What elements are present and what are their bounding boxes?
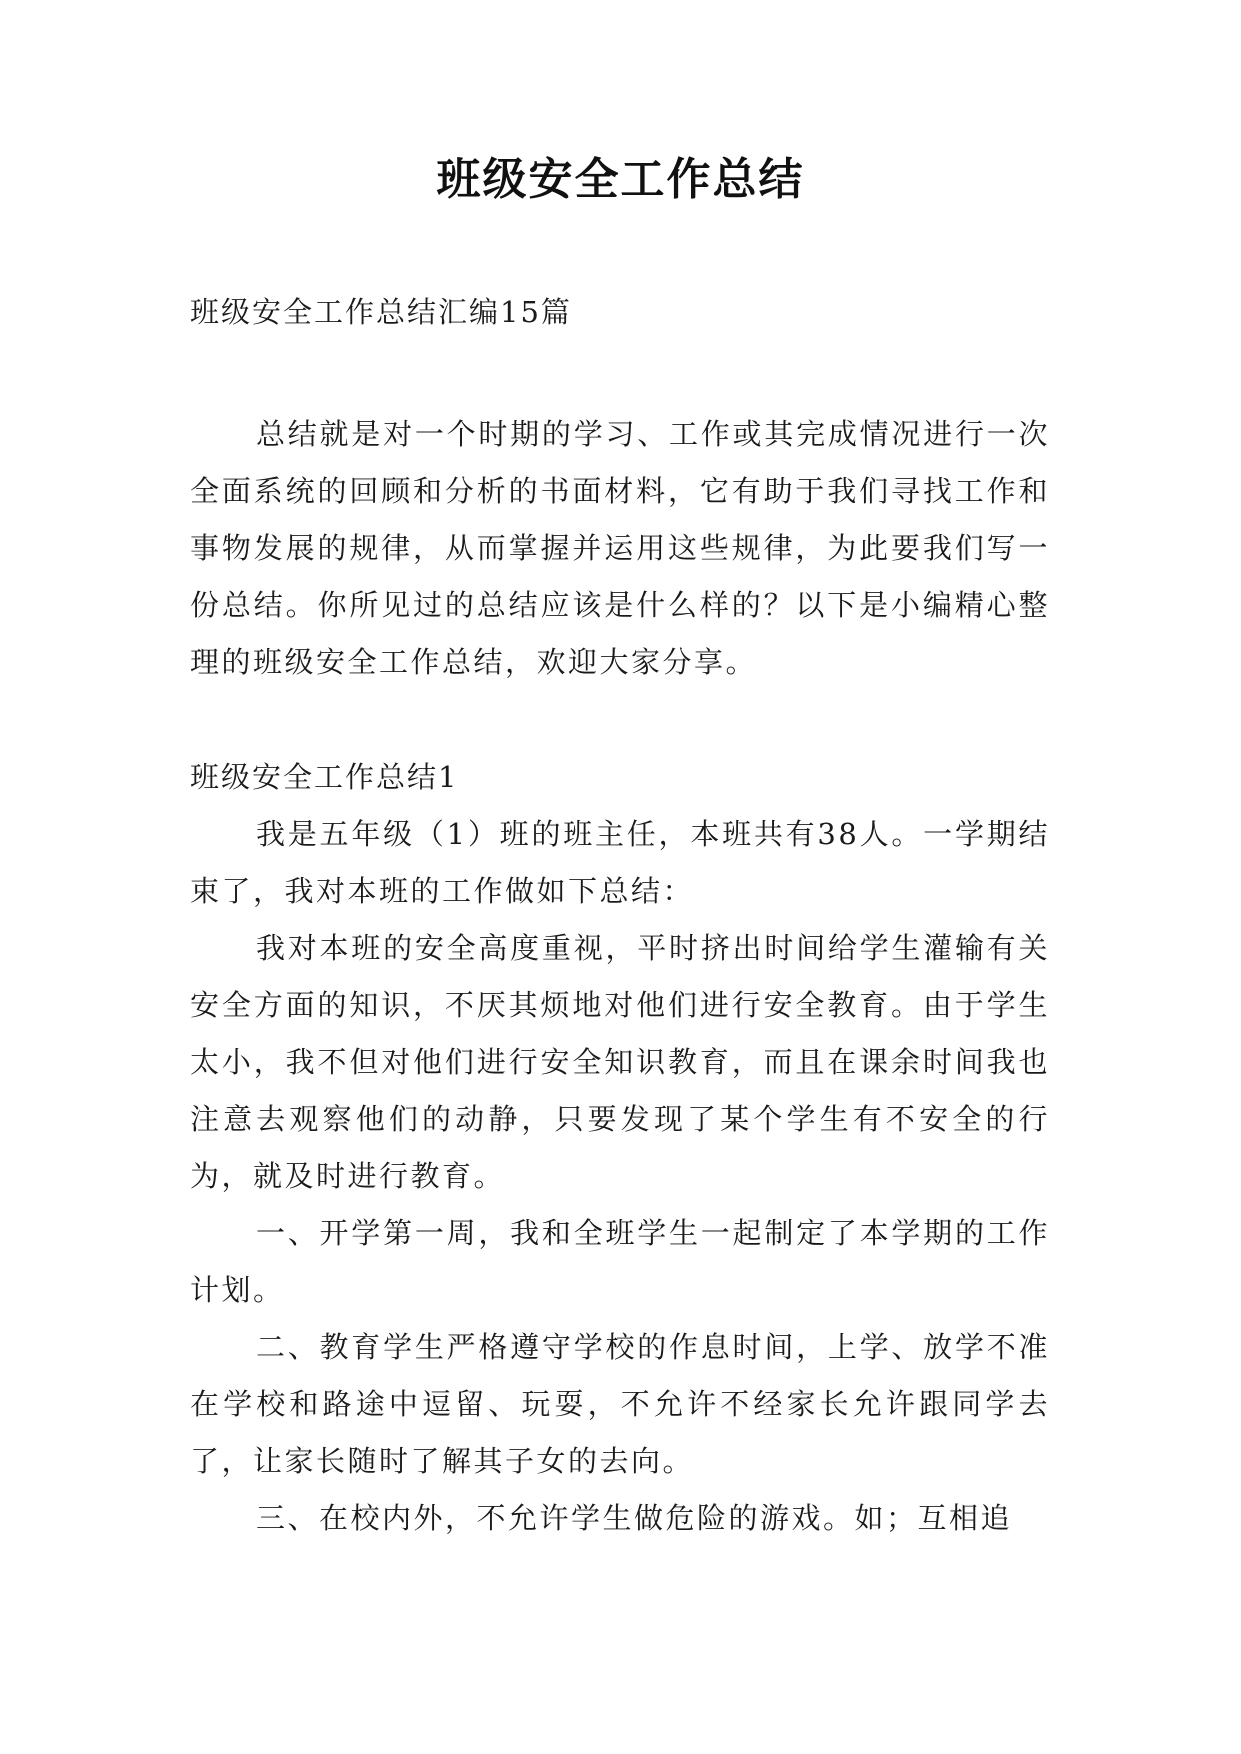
intro-paragraph: 总结就是对一个时期的学习、工作或其完成情况进行一次全面系统的回顾和分析的书面材料，它有助于我们寻找工作和事物发展的规律，从而掌握并运用这些规律，为此要我们写一份总结。你所见过的总结应该是什么样的？以下是小编精心整理的班级安全工作总结，欢迎大家分享。 <box>190 417 1050 679</box>
paragraph: 二、教育学生严格遵守学校的作息时间，上学、放学不准在学校和路途中逗留、玩耍，不允许不经家长允许跟同学去了，让家长随时了解其子女的去向。 <box>190 1330 1050 1478</box>
paragraph: 我是五年级（1）班的班主任，本班共有38人。一学期结束了，我对本班的工作做如下总结： <box>190 817 1050 908</box>
document-title: 班级安全工作总结 <box>436 154 805 205</box>
paragraph: 三、在校内外，不允许学生做危险的游戏。如；互相追 <box>256 1501 1013 1535</box>
paragraph: 一、开学第一周，我和全班学生一起制定了本学期的工作计划。 <box>190 1216 1050 1307</box>
section-heading: 班级安全工作总结1 <box>190 760 459 794</box>
document-subtitle: 班级安全工作总结汇编15篇 <box>190 295 572 329</box>
paragraph: 我对本班的安全高度重视，平时挤出时间给学生灌输有关安全方面的知识，不厌其烦地对他们进行安全教育。由于学生太小，我不但对他们进行安全知识教育，而且在课余时间我也注意去观察他们的动静，只要发现了某个学生有不安全的行为，就及时进行教育。 <box>190 931 1050 1193</box>
